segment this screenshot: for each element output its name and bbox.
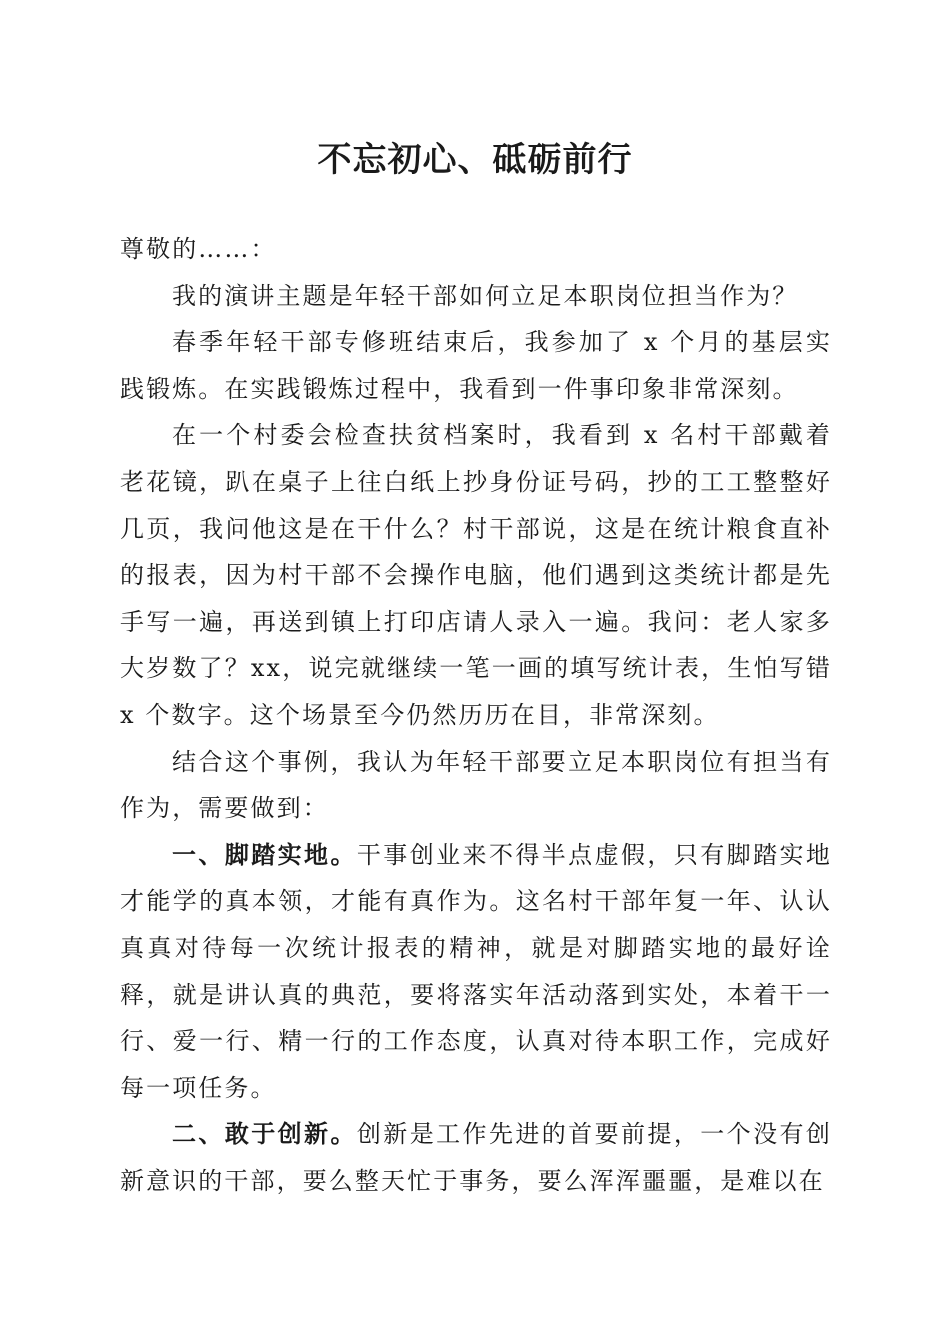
- paragraph-topic: 我的演讲主题是年轻干部如何立足本职岗位担当作为？: [172, 281, 799, 310]
- point-text-1: 干事创业来不得半点虚假，只有脚踏实地才能学的真本领，才能有真作为。这名村干部年复一年、认认真真对待每一次统计报表的精神，就是对脚踏实地的最好诠释，就是讲认真的典范，要将落实年活动落到实处，本着干一行、爱一行、精一行的工作态度，认真对待本职工作，完成好每一项任务。: [120, 840, 832, 1102]
- salutation: 尊敬的……：: [120, 235, 277, 263]
- document-body: [120, 226, 832, 1204]
- document-title: 不忘初心、砥砺前行: [317, 140, 633, 180]
- paragraph-practice: 春季年轻干部专修班结束后，我参加了 x 个月的基层实践锻炼。在实践锻炼过程中，我看到一件事印象非常深刻。: [120, 328, 832, 403]
- point-heading-1: 一、脚踏实地。: [172, 840, 357, 869]
- point-paragraph-1: [120, 832, 832, 1112]
- point-heading-2: 二、敢于创新。: [172, 1120, 357, 1149]
- point-paragraph-2: [120, 1111, 832, 1204]
- paragraph-conclusion: 结合这个事例，我认为年轻干部要立足本职岗位有担当有作为，需要做到：: [120, 747, 832, 823]
- point-text-2: 创新是工作先进的首要前提，一个没有创新意识的干部，要么整天忙于事务，要么浑浑噩噩，是难以在: [120, 1120, 832, 1195]
- paragraph-story: 在一个村委会检查扶贫档案时，我看到 x 名村干部戴着老花镜，趴在桌子上往白纸上抄身份证号码，抄的工工整整好几页，我问他这是在干什么？村干部说，这是在统计粮食直补的报表，因为村干部不会操作电脑，他们遇到这类统计都是先手写一遍，再送到镇上打印店请人录入一遍。我问：老人家多大岁数了？xx，说完就继续一笔一画的填写统计表，生怕写错 x 个数字。这个场景至今仍然历历在目，非常深刻。: [120, 421, 832, 729]
